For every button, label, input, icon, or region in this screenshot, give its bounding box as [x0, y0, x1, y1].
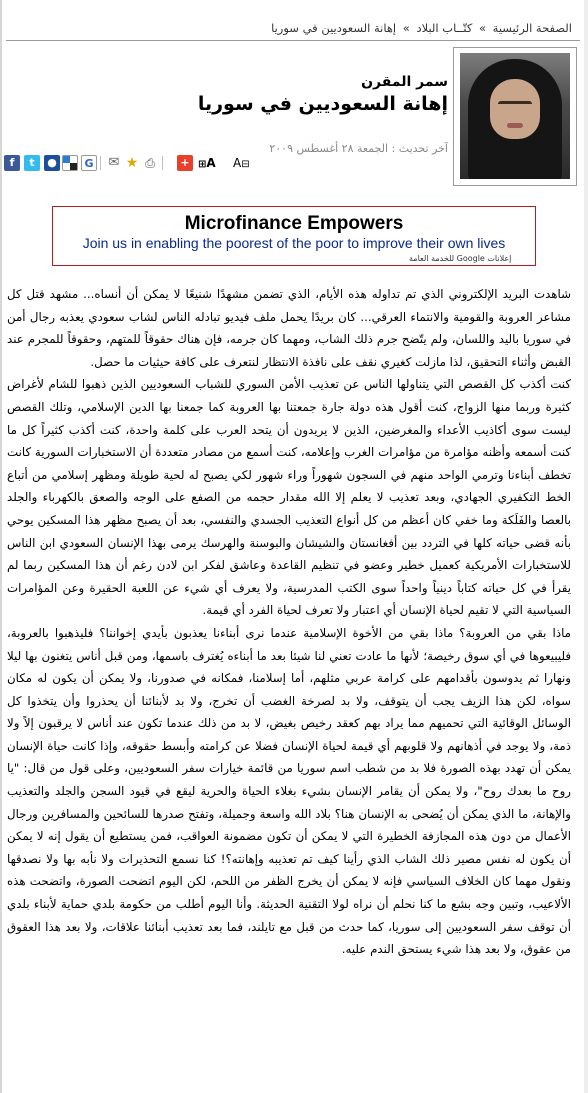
author-name[interactable]: سمر المقرن	[361, 74, 448, 90]
article-title: إهانة السعوديين في سوريا	[197, 93, 448, 115]
author-photo-frame	[453, 47, 577, 186]
updated-date: آخر تحديث : الجمعة ٢٨ أغسطس ٢٠٠٩	[269, 142, 448, 155]
breadcrumb	[271, 21, 572, 35]
breadcrumb-current: إهانة السعوديين في سوريا	[271, 21, 397, 35]
breadcrumb-separator: »	[478, 21, 486, 35]
ad-text[interactable]: Join us in enabling the poorest of the poor to improve their own lives	[82, 235, 506, 251]
google-icon[interactable]: G	[81, 155, 97, 171]
header-divider	[6, 40, 580, 41]
myspace-icon[interactable]: ●	[44, 155, 60, 171]
ad-title[interactable]: Microfinance Empowers	[184, 213, 404, 234]
font-decrease-button[interactable]	[233, 155, 250, 171]
page-right-border	[584, 0, 588, 1093]
breadcrumb-separator: »	[402, 21, 410, 35]
article-paragraph: شاهدت البريد الإلكتروني الذي تم تداوله هذه الأيام، الذي تضمن مشهدًا شنيعًا لا يمكن أن أنساه... مشهد قتل كل مشاعر العروبة والقومية والانتماء العرقي... كان بريدًا يحمل ملف فيديو تبادله الناس لشاب سعودي يعذبه رجال أمن في سوريا باليد واللسان، ولم يتّضح جرم ذلك الشاب، ومهما كان جرمه، فإن هناك حقوقاً للمتهم، وحقوقاً للمجرم عند القبض وأثناء التحقيق، لذا مازلت كغيري نقف على نافذة الانتظار لنتعرف على كافة حيثيات ما حصل.	[7, 287, 571, 369]
toolbar-separator	[100, 156, 101, 170]
font-decrease-label: A	[233, 156, 242, 170]
breadcrumb-home-link[interactable]: الصفحة الرئيسية	[492, 21, 572, 35]
author-photo	[460, 53, 570, 179]
font-increase-button[interactable]	[198, 155, 216, 171]
breadcrumb-section-link[interactable]: كتّــاب البلاد	[416, 21, 473, 35]
page-left-border	[0, 0, 2, 1093]
delicious-icon[interactable]	[62, 155, 78, 171]
email-icon[interactable]: ✉	[108, 155, 120, 170]
twitter-icon[interactable]: t	[24, 155, 40, 171]
font-increase-label: A	[206, 156, 216, 170]
toolbar-separator	[162, 156, 163, 170]
favorite-star-icon[interactable]: ★	[125, 155, 139, 171]
ad-banner[interactable]	[52, 206, 536, 266]
add-plus-icon[interactable]: +	[177, 155, 193, 171]
ad-footer[interactable]: إعلانات Google للخدمة العامة	[409, 254, 512, 263]
plus-small-icon: ⊞	[198, 159, 207, 170]
facebook-icon[interactable]: f	[4, 155, 20, 171]
article-toolbar	[4, 155, 454, 173]
minus-small-icon: ⊟	[241, 159, 250, 170]
print-icon[interactable]: ⎙	[145, 156, 155, 170]
article-paragraph: كنت أكذب كل القصص التي يتناولها الناس عن تعذيب الأمن السوري للشباب السعوديين الذين ذهبوا للشام لأغراض كثيرة وربما منها الزواج، كنت أقول هذه دولة جارة جمعتنا بها العروبة كما جمعنا بها الدين الإسلامي، وتلك القصص ليست سوى أكاذيب الأعداء والمغرضين، الذين لا يريدون أن يتحد العرب على كلمة واحدة، كنت أكذب كثيراً كل ما كنت أسمعه وأظنه مؤامرة من مؤامرات الغرب وإعلامه، كنت أسمع من مصادر متعددة أن الاستخبارات السورية كانت تخطف أبناءنا وترمي الواحد منهم في السجون شهوراً وراء شهور لكي يصبح له لحية طويلة ومظهر إسلامي من أتباع الخط التكفيري الجهادي، وبعد تعذيب لا يعلم إلا الله مقدار حجمه من الصفع على الوجه والصعق بالكهرباء والجلد بالعصا والفَلَكة وما خفي كان أعظم من كل أنواع التعذيب الجسدي والنفسي، بعد أن يصبح مظهر هذا المسكين يوحي بأنه قضى حياته كلها في التردد بين أفغانستان والشيشان والبوسنة والهرسك يرمى بهذا الإنسان السعودي ابن الناس للاستخبارات الأمريكية كعميل خطير وعضو في تنظيم القاعدة وعاشق لفكر ابن لادن رغم أن هذا المسكين ربما لم يقرأ في كل حياته كتاباً دينياً واحداً سوى الكتب المدرسية، ولا يعرف أي شيء عن اللعبة الحقيرة وعن المؤامرات السياسية التي لا تقيم لحياة الإنسان أي اعتبار ولا تعرف لحياة الفرد أي قيمة.	[7, 377, 571, 618]
article-paragraph: ماذا بقي من العروبة؟ ماذا بقي من الأخوة الإسلامية عندما نرى أبناءنا يعذبون بأيدي إخواننا؟ فليذهبوا بالعروبة، فليبيعوها في أي سوق رخيصة؛ لأنها ما عادت تعني لنا شيئا بعد ما أبناءه يُغترف باسمها، ومن قبل أناس يتغنون بها ليلا ونهارا ثم يدوسون بأقدامهم على كرامة عربي مثلهم، أما إسلامنا، فمكانه في صدورنا، ولا يمكن أن يكون له مكان سواه، لكن هذا الزيف يجب أن يتوقف، ولا بد لصرخة الغضب أن تخرج، ولا بد لأبنائنا أن يحذروا وأن يتخذوا كل الوسائل الوقائية التي تحميهم مما يراد بهم كعقد رخيص بغيض، لا بد من ذلك عندما تكون عند أناس لا يرقبون إلاً ولا ذمة، ولا يوجد في أذهانهم ولا قلوبهم أي قيمة لحياة الإنسان فضلا عن كرامته وأبسط حقوقه، وإذا كانت حياة الإنسان يمكن أن تهدد بهذه الصورة فلا بد من شطب اسم سوريا من قائمة خيارات سفر السعوديين، وعلى قول من قال: "يا روح ما بعدك روح"، ولا يمكن أن يقامر الإنسان بشيء بغلاء الحياة والحرية ليقع في قيود السجن والجلد والتعذيب والإهانة، ما الذي يمكن أن يُضحى به الإنسان هنا؟ بلاد الله واسعة وجميلة، وتفتح صدرها للسائحين والمسافرين ورجال الأعمال من دون هذه المجازفة الخطيرة التي لا يمكن أن تكون مضمونة العواقب، فمن يستطيع أن يقول إنه لا يمكن أن يكون له نفس مصير ذلك الشاب الذي رأينا كيف تم تعذيبه وإهانته؟! كنا نسمع التحذيرات ولا نأبه بها ولا نصدقها ونقول مهما كان الخلاف السياسي فإنه لا يمكن أن يخرج الظفر من اللحم، لكن اليوم اتضحت الصورة، واتضحت هذه الألاعيب، وتبين وجه بشع ما كنا نحلم أن نراه لولا التقنية الحديثة. وأنا اليوم أطلب من حكومة بلدي حماية لأبناء بلدي أن توقف سفر السعوديين إلى سوريا، كما حدث من قبل مع تايلند، فما بعد تعذيب أبنائنا علاقات، ولا بعد هذا العقوق من عقوق، ولا بعد هذا شيء يستحق الندم عليه.	[7, 625, 571, 957]
article-body	[7, 283, 571, 961]
